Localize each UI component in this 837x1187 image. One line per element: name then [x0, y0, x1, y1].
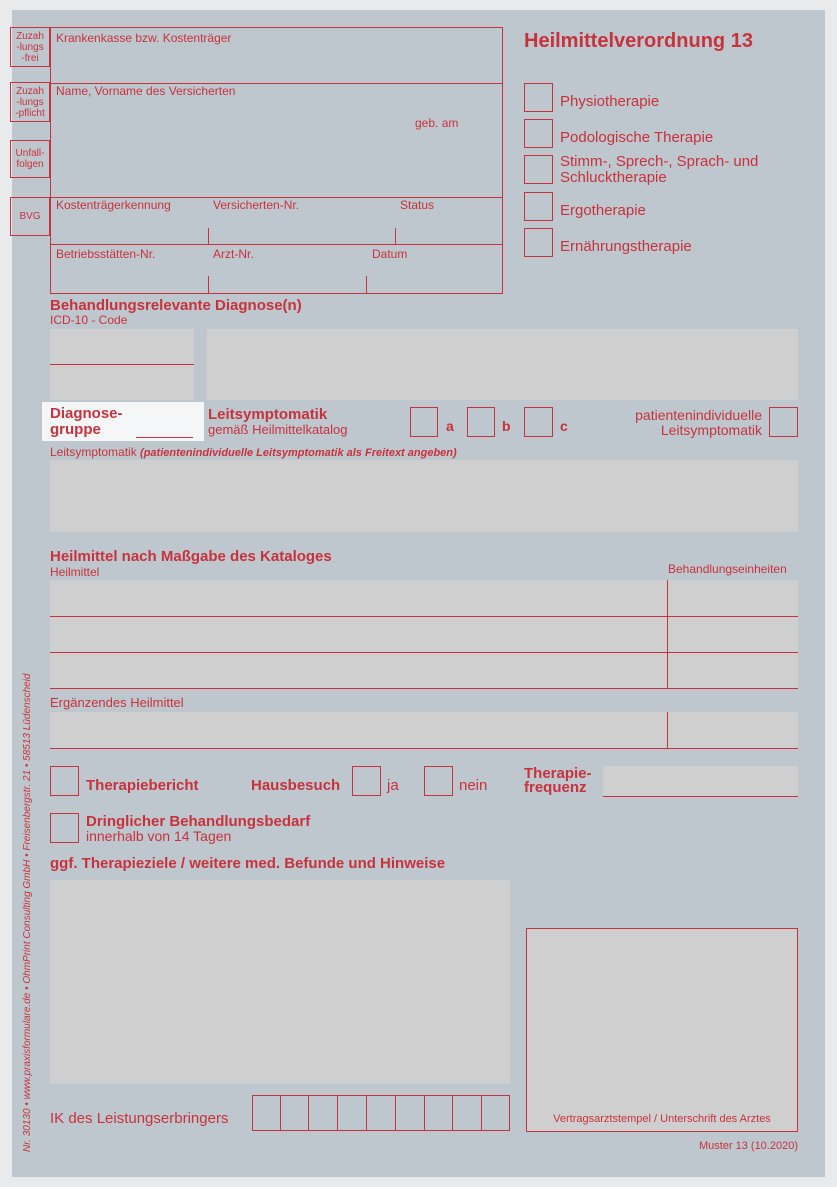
- label-therapiefrequenz: Therapie- frequenz: [524, 765, 592, 796]
- label-dringlicher-behandlungsbedarf: Dringlicher Behandlungsbedarf: [86, 813, 311, 830]
- label-physiotherapie: Physiotherapie: [560, 93, 660, 110]
- ik-cell-divider: [395, 1095, 396, 1131]
- label-ergaenzendes-heilmittel: Ergänzendes Heilmittel: [50, 695, 184, 710]
- checkbox-leitsymptomatik-a[interactable]: [410, 407, 438, 437]
- checkbox-patientenindividuell[interactable]: [769, 407, 798, 437]
- label-heilmittel: Heilmittel: [50, 565, 100, 579]
- leitsymptomatik-freitext-field[interactable]: [50, 460, 798, 532]
- diagnose-text-field[interactable]: [207, 329, 798, 400]
- label-geb-am: geb. am: [415, 116, 459, 130]
- heilmittel-heading: Heilmittel nach Maßgabe des Kataloges: [50, 548, 332, 565]
- stempel-field[interactable]: [526, 928, 798, 1132]
- checkbox-ergotherapie[interactable]: [524, 192, 553, 221]
- table-col-divider: [667, 580, 668, 688]
- label-ernaehrungstherapie: Ernährungstherapie: [560, 238, 692, 255]
- table-col-divider: [667, 712, 668, 748]
- divider: [208, 228, 209, 244]
- side-imprint: Nr. 30130 • www.praxisformulare.de • OhmPrint Consulting GmbH • Freisenbergstr. 21 • 58513 Lüdenscheid: [22, 673, 33, 1152]
- checkbox-hausbesuch-nein[interactable]: [424, 766, 453, 796]
- label-gemaess-heilmittelkatalog: gemäß Heilmittelkatalog: [208, 422, 348, 437]
- ik-cell-divider: [337, 1095, 338, 1131]
- divider: [208, 276, 209, 293]
- label-hausbesuch: Hausbesuch: [251, 777, 341, 794]
- label-betriebsstaetten-nr: Betriebsstätten-Nr.: [56, 247, 156, 261]
- divider: [50, 748, 798, 749]
- divider: [395, 228, 396, 244]
- therapiefrequenz-field[interactable]: [603, 766, 798, 796]
- label-muster: Muster 13 (10.2020): [698, 1140, 798, 1152]
- ergaenzendes-heilmittel-field[interactable]: [50, 712, 798, 748]
- tag-zuzahlungspflicht[interactable]: Zuzah-lungs-pflicht: [10, 82, 50, 122]
- checkbox-dringlich[interactable]: [50, 813, 79, 843]
- label-stimm-sprech-therapie: Stimm-, Sprech-, Sprach- und Schlucktherapie: [560, 153, 759, 186]
- table-row-divider: [50, 688, 798, 689]
- checkbox-ernaehrungstherapie[interactable]: [524, 228, 553, 257]
- label-leitsymptomatik-freitext: Leitsymptomatik (patientenindividuelle Leitsymptomatik als Freitext angeben): [50, 445, 457, 459]
- label-ik: IK des Leistungserbringers: [50, 1110, 229, 1127]
- form-title: Heilmittelverordnung 13: [524, 30, 753, 52]
- divider: [366, 276, 367, 293]
- label-therapiebericht: Therapiebericht: [86, 777, 199, 794]
- label-option-c: c: [560, 418, 568, 434]
- ik-cell-divider: [481, 1095, 482, 1131]
- tag-zuzahlungsfrei[interactable]: Zuzah-lungs-frei: [10, 27, 50, 67]
- table-row-divider: [50, 652, 798, 653]
- label-icd: ICD-10 - Code: [50, 313, 128, 327]
- checkbox-podologische-therapie[interactable]: [524, 119, 553, 148]
- label-status: Status: [400, 198, 435, 212]
- ik-cell-divider: [366, 1095, 367, 1131]
- tag-unfallfolgen[interactable]: Unfall-folgen: [10, 140, 50, 178]
- checkbox-stimm-sprech-therapie[interactable]: [524, 155, 553, 184]
- label-patientenindividuell: patientenindividuelle Leitsymptomatik: [635, 407, 762, 438]
- ik-cell-divider: [308, 1095, 309, 1131]
- checkbox-leitsymptomatik-c[interactable]: [524, 407, 553, 437]
- label-stempel: Vertragsarztstempel / Unterschrift des Arztes: [553, 1113, 771, 1125]
- ik-input-boxes[interactable]: [252, 1095, 510, 1131]
- label-option-b: b: [502, 418, 511, 434]
- therapieziele-field[interactable]: [50, 880, 510, 1084]
- label-ja: ja: [387, 777, 399, 794]
- label-arzt-nr: Arzt-Nr.: [213, 247, 254, 261]
- label-kostentraegerkennung: Kostenträgerkennung: [56, 198, 171, 212]
- ziele-heading: ggf. Therapieziele / weitere med. Befunde und Hinweise: [50, 855, 446, 872]
- label-versicherten-nr: Versicherten-Nr.: [213, 198, 300, 212]
- label-name: Name, Vorname des Versicherten: [56, 84, 236, 98]
- tag-bvg[interactable]: BVG: [10, 197, 50, 236]
- checkbox-therapiebericht[interactable]: [50, 766, 79, 796]
- divider: [50, 364, 194, 365]
- label-diagnosegruppe: Diagnose- gruppe: [50, 405, 123, 438]
- label-option-a: a: [446, 418, 454, 434]
- diagnosegruppe-input-line[interactable]: [136, 437, 193, 438]
- divider: [50, 244, 503, 245]
- label-nein: nein: [459, 777, 488, 794]
- diagnose-heading: Behandlungsrelevante Diagnose(n): [50, 297, 302, 314]
- label-datum: Datum: [372, 247, 408, 261]
- label-behandlungseinheiten: Behandlungseinheiten: [668, 562, 787, 576]
- ik-cell-divider: [424, 1095, 425, 1131]
- ik-cell-divider: [280, 1095, 281, 1131]
- ik-cell-divider: [452, 1095, 453, 1131]
- checkbox-hausbesuch-ja[interactable]: [352, 766, 381, 796]
- label-podologische-therapie: Podologische Therapie: [560, 129, 714, 146]
- heilmittel-table[interactable]: [50, 580, 798, 688]
- checkbox-physiotherapie[interactable]: [524, 83, 553, 112]
- checkbox-leitsymptomatik-b[interactable]: [467, 407, 495, 437]
- divider: [603, 796, 798, 797]
- label-leitsymptomatik: Leitsymptomatik: [208, 406, 328, 423]
- table-row-divider: [50, 616, 798, 617]
- label-krankenkasse: Krankenkasse bzw. Kostenträger: [56, 31, 232, 45]
- label-ergotherapie: Ergotherapie: [560, 202, 646, 219]
- label-innerhalb-14-tagen: innerhalb von 14 Tagen: [86, 828, 232, 844]
